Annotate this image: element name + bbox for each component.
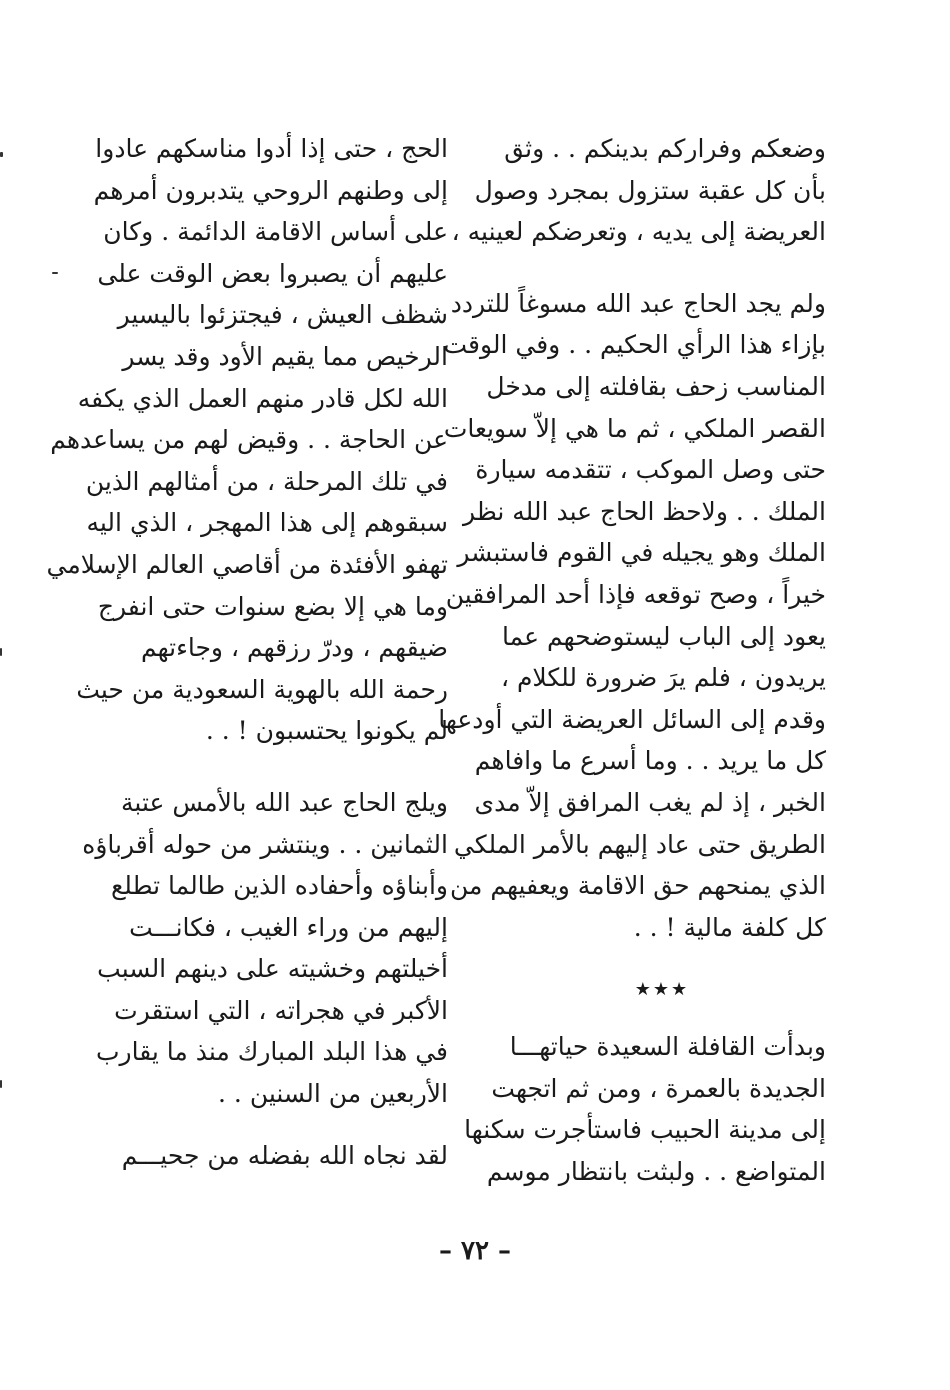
text-line: شظف العيش ، فيجتزئوا باليسير bbox=[117, 300, 448, 330]
text-line: سبقوهم إلى هذا المهجر ، الذي اليه bbox=[86, 508, 448, 538]
text-line: كل كلفة مالية ! . . bbox=[633, 912, 826, 942]
scan-mark bbox=[0, 648, 2, 656]
paragraph bbox=[464, 1026, 826, 1192]
paragraph-gap bbox=[498, 948, 826, 968]
text-line: في تلك المرحلة ، من أمثالهم الذين bbox=[85, 466, 448, 496]
text-line: الرخيص مما يقيم الأود وقد يسر bbox=[122, 341, 448, 371]
text-line: إليهم من وراء الغيب ، فكانـــت bbox=[129, 912, 448, 942]
text-line: إلى مدينة الحبيب فاستأجرت سكنها bbox=[464, 1115, 826, 1145]
scan-mark bbox=[52, 272, 58, 274]
text-line: الملك وهو يجيله في القوم فاستبشر bbox=[457, 538, 826, 568]
paragraph bbox=[451, 128, 826, 253]
text-line: خيراً ، وصح توقعه فإذا أحد المرافقين bbox=[445, 579, 826, 609]
text-line: الله لكل قادر منهم العمل الذي يكفه bbox=[77, 383, 448, 413]
text-line: تهفو الأفئدة من أقاصي العالم الإسلامي bbox=[46, 549, 448, 579]
text-line: الحج ، حتى إذا أدوا مناسكهم عادوا bbox=[95, 134, 448, 163]
paragraph-gap bbox=[122, 1115, 448, 1135]
paragraph bbox=[82, 782, 448, 1115]
text-line: الطريق حتى عاد إليهم بالأمر الملكي bbox=[453, 829, 826, 859]
text-line: لقد نجاه الله بفضله من جحيـــم bbox=[121, 1140, 448, 1170]
text-line: يريدون ، فلم يرَ ضرورة للكلام ، bbox=[500, 663, 826, 693]
text-line: الثمانين . . وينتشر من حوله أقرباؤه bbox=[82, 829, 448, 859]
paragraph bbox=[46, 128, 448, 752]
text-line: المتواضع . . ولبثت بانتظار موسم bbox=[486, 1157, 826, 1187]
paragraph bbox=[122, 1135, 448, 1177]
paragraph-gap bbox=[498, 1012, 826, 1026]
right-text-column bbox=[438, 128, 826, 1193]
paragraph-gap bbox=[498, 253, 826, 283]
scan-mark bbox=[0, 152, 3, 157]
text-line: الذي يمنحهم حق الاقامة ويعفيهم من bbox=[450, 871, 826, 901]
left-text-column bbox=[46, 128, 448, 1176]
paragraph-gap bbox=[122, 752, 448, 782]
text-line: ويلج الحاج عبد الله بالأمس عتبة bbox=[121, 787, 448, 817]
text-line: ضيقهم ، ودرّ رزقهم ، وجاءتهم bbox=[140, 633, 448, 663]
text-line: بإزاء هذا الرأي الحكيم . . وفي الوقت bbox=[443, 330, 826, 360]
text-line: عليهم أن يصبروا بعض الوقت على bbox=[97, 258, 448, 288]
text-line: بأن كل عقبة ستزول بمجرد وصول bbox=[474, 175, 826, 205]
text-line: وقدم إلى السائل العريضة التي أودعها bbox=[438, 704, 826, 734]
scan-mark bbox=[0, 1080, 2, 1088]
text-line: يعود إلى الباب ليستوضحهم عما bbox=[502, 621, 826, 651]
text-line: حتى وصل الموكب ، تتقدمه سيارة bbox=[475, 455, 826, 485]
text-line: القصر الملكي ، ثم ما هي إلاّ سويعات bbox=[443, 413, 826, 443]
text-line: وبدأت القافلة السعيدة حياتهـــا bbox=[509, 1032, 826, 1062]
text-line: وضعكم وفراركم بدينكم . . وثق bbox=[504, 134, 826, 163]
paragraph bbox=[438, 283, 826, 949]
text-line: الملك . . ولاحظ الحاج عبد الله نظر bbox=[463, 496, 826, 526]
text-line: العريضة إلى يديه ، وتعرضكم لعينيه ، bbox=[451, 217, 826, 247]
text-line: عن الحاجة . . وقيض لهم من يساعدهم bbox=[50, 425, 448, 455]
text-line: رحمة الله بالهوية السعودية من حيث bbox=[76, 674, 448, 704]
text-line: الجديدة بالعمرة ، ومن ثم اتجهت bbox=[491, 1073, 826, 1103]
text-line: إلى وطنهم الروحي يتدبرون أمرهم bbox=[93, 175, 448, 205]
section-separator-stars: ★★★ bbox=[634, 979, 690, 1001]
text-line: أخيلتهم وخشيته على دينهم السبب bbox=[97, 954, 448, 984]
text-line: لم يكونوا يحتسبون ! . . bbox=[205, 716, 448, 746]
text-line: على أساس الاقامة الدائمة . وكان bbox=[103, 217, 448, 247]
text-line: الأربعين من السنين . . bbox=[218, 1079, 448, 1109]
text-line: وأبناؤه وأحفاده الذين طالما تطلع bbox=[111, 871, 448, 901]
text-line: ولم يجد الحاج عبد الله مسوغاً للتردد bbox=[450, 288, 826, 318]
text-line: وما هي إلا بضع سنوات حتى انفرج bbox=[97, 591, 448, 621]
text-line: كل ما يريد . . وما أسرع ما وافاهم bbox=[474, 746, 826, 776]
text-line: الأكبر في هجراته ، التي استقرت bbox=[114, 995, 448, 1025]
text-line: المناسب زحف بقافلته إلى مدخل bbox=[486, 371, 826, 401]
page-number: – ٧٢ – bbox=[438, 1236, 512, 1266]
text-line: الخبر ، إذ لم يغب المرافق إلاّ مدى bbox=[474, 787, 826, 817]
text-line: في هذا البلد المبارك منذ ما يقارب bbox=[96, 1037, 448, 1067]
